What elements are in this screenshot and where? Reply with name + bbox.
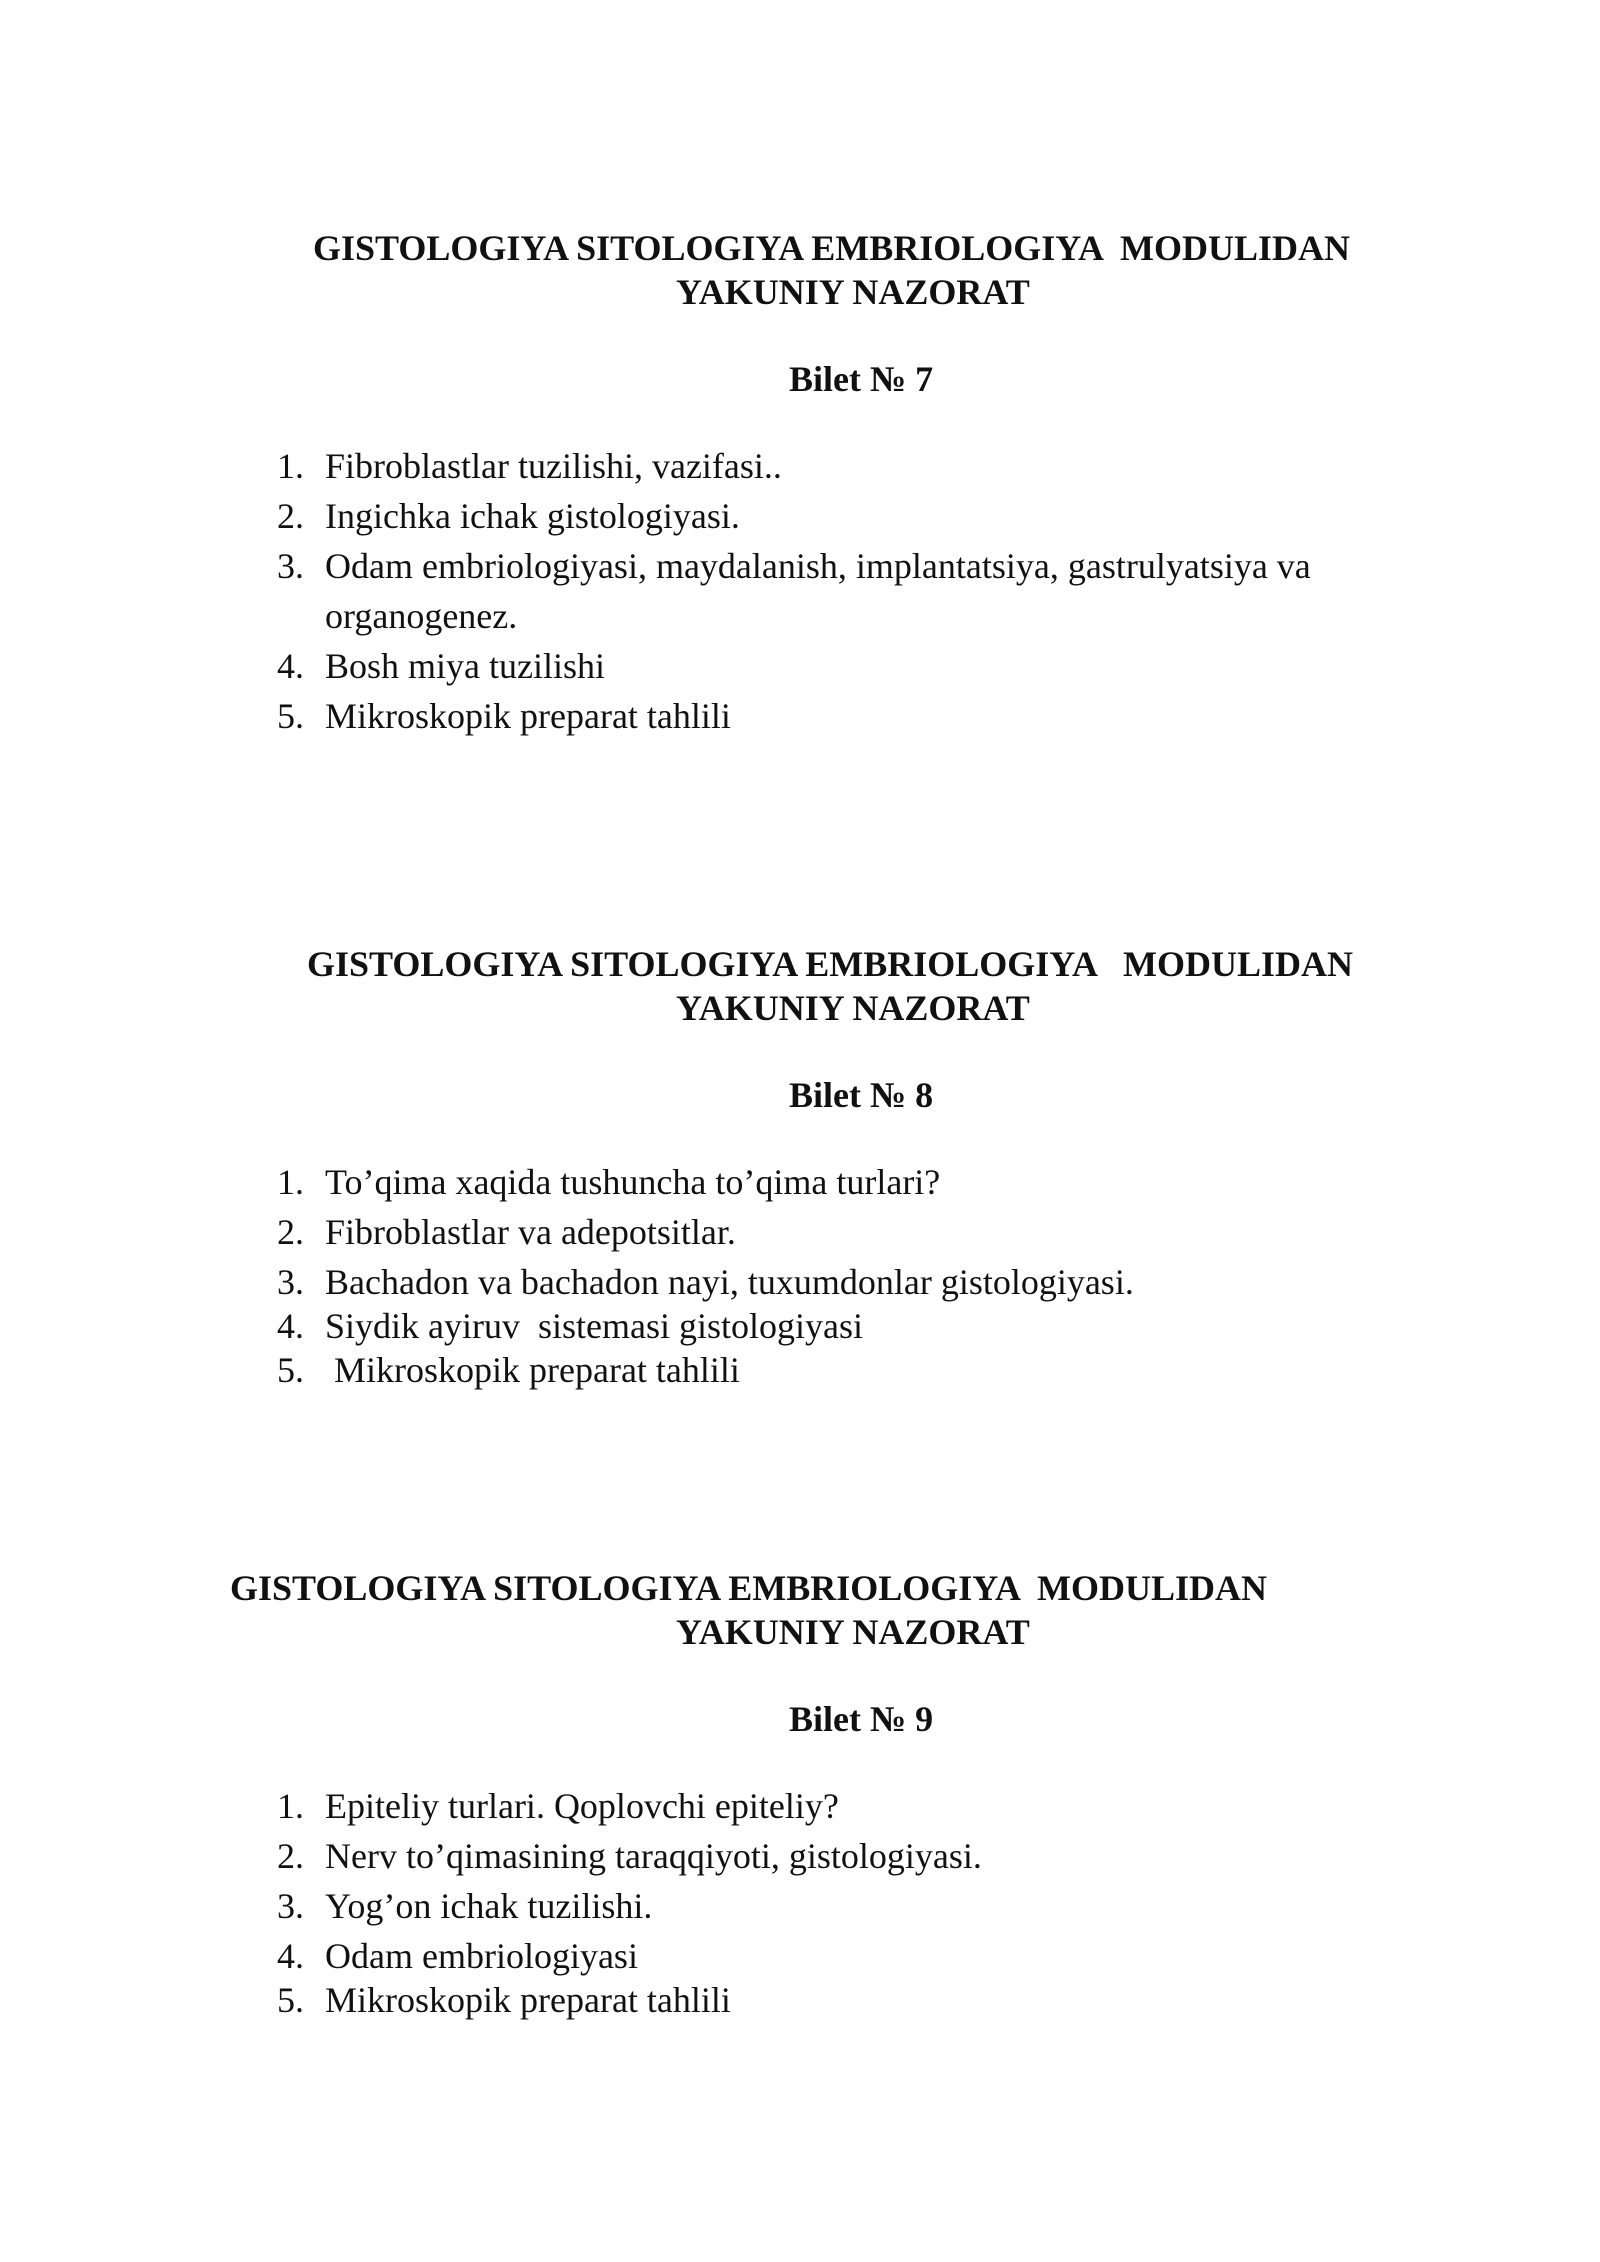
question-number: 5. [277, 1980, 304, 2020]
question-number: 3. [277, 1886, 304, 1926]
question-text: Yog’on ichak tuzilishi. [325, 1886, 653, 1926]
ticket-title-line2: YAKUNIY NAZORAT [676, 988, 1030, 1028]
ticket-title-line1: GISTOLOGIYA SITOLOGIYA EMBRIOLOGIYA MODULIDAN [230, 1568, 1267, 1608]
question-number: 2. [277, 1212, 304, 1252]
question-text: Odam embriologiyasi, maydalanish, implantatsiya, gastrulyatsiya va [325, 546, 1311, 586]
question-number: 1. [277, 1162, 304, 1202]
question-number: 1. [277, 1786, 304, 1826]
ticket-title-line2: YAKUNIY NAZORAT [676, 272, 1030, 312]
question-text: Mikroskopik preparat tahlili [325, 1350, 740, 1390]
ticket-title-line1: GISTOLOGIYA SITOLOGIYA EMBRIOLOGIYA MODULIDAN [307, 944, 1353, 984]
question-text: Mikroskopik preparat tahlili [325, 1980, 731, 2020]
question-text: Fibroblastlar va adepotsitlar. [325, 1212, 736, 1252]
bilet-number: Bilet № 8 [789, 1075, 934, 1115]
bilet-number: Bilet № 7 [789, 359, 934, 399]
ticket-title-line2: YAKUNIY NAZORAT [676, 1612, 1030, 1652]
question-text: Bosh miya tuzilishi [325, 646, 606, 686]
question-text: Bachadon va bachadon nayi, tuxumdonlar gistologiyasi. [325, 1262, 1134, 1302]
question-text: Odam embriologiyasi [325, 1936, 638, 1976]
question-number: 4. [277, 646, 304, 686]
question-text: To’qima xaqida tushuncha to’qima turlari? [325, 1162, 941, 1202]
question-text: Siydik ayiruv sistemasi gistologiyasi [325, 1306, 863, 1346]
question-item [277, 694, 731, 870]
question-number: 4. [277, 1306, 304, 1346]
question-text: Mikroskopik preparat tahlili [325, 696, 731, 736]
question-text: Fibroblastlar tuzilishi, vazifasi.. [325, 446, 782, 486]
question-number: 2. [277, 496, 304, 536]
question-number: 5. [277, 1350, 304, 1390]
question-text-continuation: organogenez. [325, 596, 518, 636]
question-item [277, 1978, 731, 2154]
question-text: Epiteliy turlari. Qoplovchi epiteliy? [325, 1786, 839, 1826]
question-number: 2. [277, 1836, 304, 1876]
question-text: Ingichka ichak gistologiyasi. [325, 496, 740, 536]
question-text: Nerv to’qimasining taraqqiyoti, gistologiyasi. [325, 1836, 982, 1876]
question-number: 1. [277, 446, 304, 486]
question-number: 3. [277, 546, 304, 586]
bilet-number: Bilet № 9 [789, 1699, 934, 1739]
question-item [277, 1348, 740, 1524]
ticket-title-line1: GISTOLOGIYA SITOLOGIYA EMBRIOLOGIYA MODULIDAN [313, 228, 1350, 268]
question-number: 5. [277, 696, 304, 736]
question-number: 3. [277, 1262, 304, 1302]
question-number: 4. [277, 1936, 304, 1976]
